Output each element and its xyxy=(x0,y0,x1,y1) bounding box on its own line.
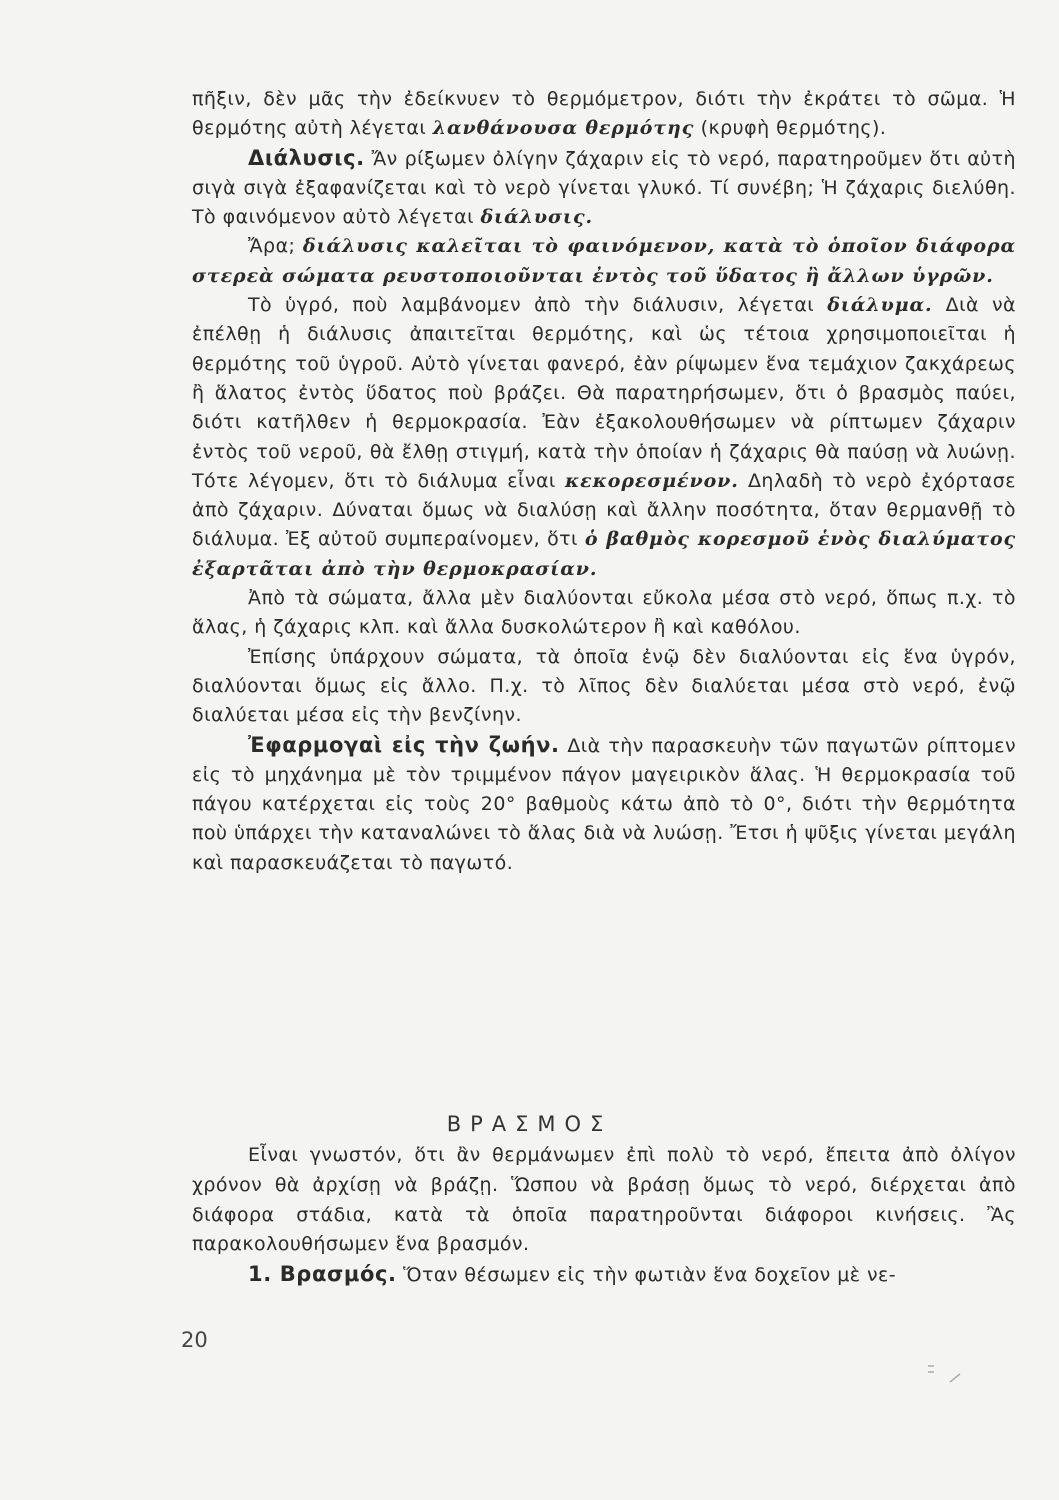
term-dissolution: διάλυσις. xyxy=(480,206,593,229)
paragraph-boiling: 1. Βρασμός. Ὅταν θέσωμεν εἰς τὴν φωτιὰν ἕνα δοχεῖον μὲ νε- xyxy=(248,1262,897,1287)
conclusion-saturation: ὁ βαθμὸς κορεσμοῦ ἑνὸς διαλύματος ἐξαρτᾶται ἀπὸ τὴν θερμοκρασίαν. xyxy=(192,528,1016,580)
paragraph-definition: Ἄρα; διάλυσις καλεῖται τὸ φαινόμενον, κατὰ τὸ ὁποῖον διάφορα στερεὰ σώματα ρευστοποιοῦνται ἐντὸς τοῦ ὕδατος ἢ ἄλλων ὑγρῶν. xyxy=(192,235,1016,287)
upper-text-block xyxy=(192,85,1016,878)
paragraph-applications: Ἐφαρμογαὶ εἰς τὴν ζωήν. Διὰ τὴν παρασκευὴν τῶν παγωτῶν ρίπτομεν εἰς τὸ μηχάνημα μὲ τὸν τριμμένον πάγον μαγειρικὸν ἅλας. Ἡ θερμοκρασία τοῦ πάγου κατέρχεται εἰς τοὺς 20° βαθμοὺς κάτω ἀπὸ τὸ 0°, διότι τὴν θερμότητα ποὺ ὑπάρχει τὴν καταναλώνει τὸ ἅλας διὰ νὰ λυώσῃ. Ἔτσι ἡ ψῦξις γίνεται μεγάλη καὶ παρασκευάζεται τὸ παγωτό. xyxy=(192,732,1017,874)
lower-text-block xyxy=(192,1141,1016,1291)
paragraph-solvents: Ἐπίσης ὑπάρχουν σώματα, τὰ ὁποῖα ἐνῷ δὲν διαλύονται εἰς ἕνα ὑγρόν, διαλύονται ὅμως εἰς ἄλλο. Π.χ. τὸ λῖπος δὲν διαλύεται μέσα στὸ νερό, ἐνῷ διαλύεται μέσα εἰς τὴν βενζίνην. xyxy=(192,645,1016,727)
paragraph-boiling-intro: Εἶναι γνωστόν, ὅτι ἂν θερμάνωμεν ἐπὶ πολὺ τὸ νερό, ἔπειτα ἀπὸ ὀλίγον χρόνον θὰ ἀρχίσῃ νὰ βράζῃ. Ὥσπου νὰ βράσῃ ὅμως τὸ νερό, διέρχεται ἀπὸ διάφορα στάδια, κατὰ τὰ ὁποῖα παρατηροῦνται διάφοροι κινήσεις. Ἂς παρακολουθήσωμεν ἕνα βρασμόν. xyxy=(192,1144,1016,1256)
page-number: 20 xyxy=(181,1328,208,1352)
paragraph-solubility: Ἀπὸ τὰ σώματα, ἄλλα μὲν διαλύονται εὔκολα μέσα στὸ νερό, ὅπως π.χ. τὸ ἅλας, ἡ ζάχαρις κλπ. καὶ ἄλλα δυσκολώτερον ἢ καὶ καθόλου. xyxy=(192,587,1016,639)
heading-applications: Ἐφαρμογαὶ εἰς τὴν ζωήν. xyxy=(248,732,560,757)
paragraph-latent-heat: πῆξιν, δὲν μᾶς τὴν ἐδείκνυεν τὸ θερμόμετρον, διότι τὴν ἐκράτει τὸ σῶμα. Ἡ θερμότης αὐτὴ λέγεται λανθάνουσα θερμότης (κρυφὴ θερμότης). xyxy=(192,88,1016,140)
scan-speck-icon xyxy=(926,1360,966,1388)
definition-dissolution: διάλυσις καλεῖται τὸ φαινόμενον, κατὰ τὸ ὁποῖον διάφορα στερεὰ σώματα ρευστοποιοῦνται ἐντὸς τοῦ ὕδατος ἢ ἄλλων ὑγρῶν. xyxy=(192,235,1016,287)
heading-dissolution: Διάλυσις. xyxy=(248,145,365,170)
term-solution: διάλυμα. xyxy=(827,294,933,317)
term-saturated: κεκορεσμένον. xyxy=(565,469,739,492)
paragraph-dissolution: Διάλυσις. Ἄν ρίξωμεν ὀλίγην ζάχαριν εἰς τὸ νερό, παρατηροῦμεν ὅτι αὐτὴ σιγὰ σιγὰ ἐξαφανίζεται καὶ τὸ νερὸ γίνεται γλυκό. Τί συνέβη; Ἡ ζάχαρις διελύθη. Τὸ φαινόμενον αὐτὸ λέγεται διάλυσις. xyxy=(192,145,1016,229)
heading-boiling: 1. Βρασμός. xyxy=(248,1262,397,1287)
term-latent-heat: λανθάνουσα θερμότης xyxy=(432,117,695,140)
section-title-boiling: ΒΡΑΣΜΟΣ xyxy=(446,1112,613,1136)
paragraph-solution: Τὸ ὑγρό, ποὺ λαμβάνομεν ἀπὸ τὴν διάλυσιν, λέγεται διάλυμα. Διὰ νὰ ἐπέλθῃ ἡ διάλυσις ἀπαιτεῖται θερμότης, καὶ ὡς τέτοια χρησιμοποιεῖται ἡ θερμότης τοῦ ὑγροῦ. Αὐτὸ γίνεται φανερό, ἐὰν ρίψωμεν ἕνα τεμάχιον ζακχάρεως ἢ ἅλατος ἐντὸς ὕδατος ποὺ βράζει. Θὰ παρατηρήσωμεν, ὅτι ὁ βρασμὸς παύει, διότι κατῆλθεν ἡ θερμοκρασία. Ἐὰν ἐξακολουθήσωμεν νὰ ρίπτωμεν ζάχαριν ἐντὸς τοῦ νεροῦ, θὰ ἔλθῃ στιγμή, κατὰ τὴν ὁποίαν ἡ ζάχαρις θὰ παύσῃ νὰ λυώνῃ. Τότε λέγομεν, ὅτι τὸ διάλυμα εἶναι κεκορεσμένον. Δηλαδὴ τὸ νερὸ ἐχόρτασε ἀπὸ ζάχαριν. Δύναται ὅμως νὰ διαλύσῃ καὶ ἄλλην ποσότητα, ὅταν θερμανθῇ τὸ διάλυμα. Ἐξ αὐτοῦ συμπεραίνομεν, ὅτι ὁ βαθμὸς κορεσμοῦ ἑνὸς διαλύματος ἐξαρτᾶται ἀπὸ τὴν θερμοκρασίαν. xyxy=(192,294,1016,580)
